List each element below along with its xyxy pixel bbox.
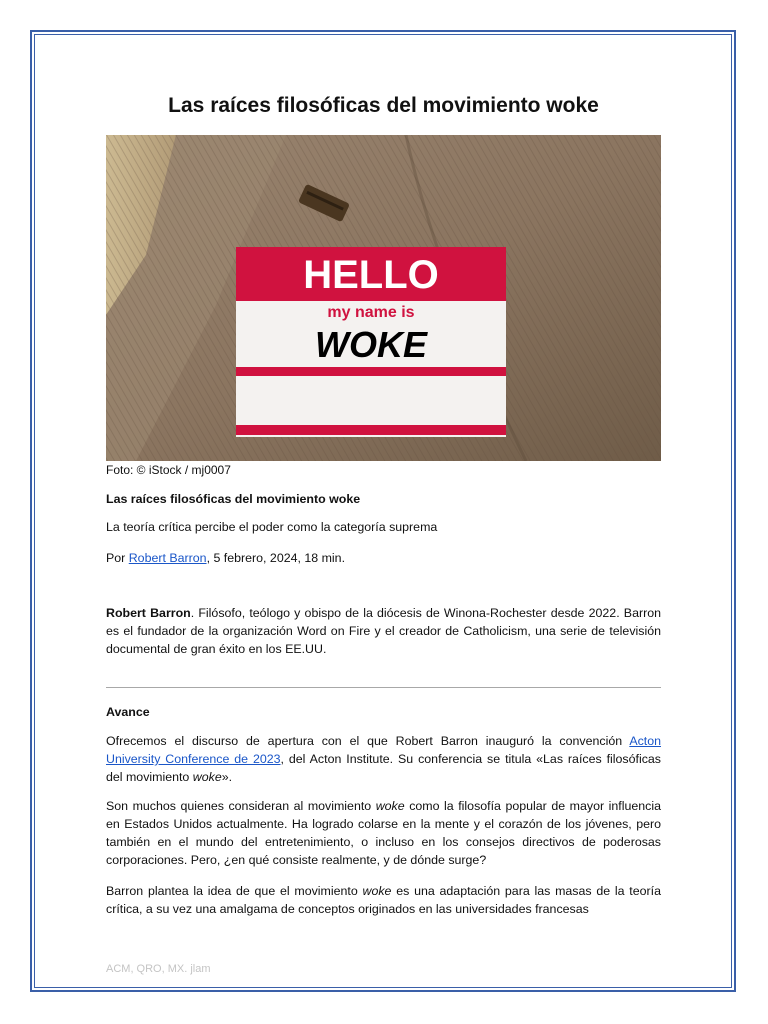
para1-text-a: Ofrecemos el discurso de apertura con el que Robert Barron inauguró la convención xyxy=(106,734,630,748)
article-title: Las raíces filosóficas del movimiento woke xyxy=(168,94,599,117)
name-tag-photo xyxy=(106,135,661,461)
author-link[interactable]: Robert Barron xyxy=(128,551,207,565)
para2-italic: woke xyxy=(375,799,405,813)
tag-myname: my name is xyxy=(327,304,415,321)
para3-text-b: es una adaptación para las masas de la teoría crítica, a su vez una amalgama de conceptos originados en las universidades francesas xyxy=(106,884,661,916)
byline xyxy=(106,549,661,567)
tag-hello: HELLO xyxy=(303,253,439,297)
page-footer: ACM, QRO, MX. jlam xyxy=(106,963,211,975)
paragraph-1 xyxy=(106,732,661,786)
para1-text-c: ». xyxy=(221,770,233,784)
byline-prefix: Por xyxy=(106,551,129,565)
acton-conference-link[interactable]: Acton University Conference de 2023 xyxy=(106,734,661,766)
article-lead: La teoría crítica percibe el poder como la categoría suprema xyxy=(106,520,438,534)
section-divider xyxy=(106,687,661,688)
byline-suffix: , 5 febrero, 2024, 18 min. xyxy=(206,551,346,565)
photo-caption: Foto: © iStock / mj0007 xyxy=(106,463,231,477)
para1-italic: woke xyxy=(192,770,222,784)
paragraph-2 xyxy=(106,797,661,869)
para3-italic: woke xyxy=(362,884,392,898)
article-photo xyxy=(106,135,661,461)
tag-name: WOKE xyxy=(315,324,427,365)
para2-text-b: como la filosofía popular de mayor influencia en Estados Unidos actualmente. Ha logrado colarse en la mente y el corazón de los jóvenes, pero también en el mundo del entretenimiento, o incluso en los consejos directivos de poderosas corporaciones. Pero, ¿en qué consiste realmente, y de dónde surge? xyxy=(106,799,661,867)
paragraph-3 xyxy=(106,882,661,918)
article-subtitle: Las raíces filosóficas del movimiento woke xyxy=(106,492,361,506)
bio-text: . Filósofo, teólogo y obispo de la diócesis de Winona-Rochester desde 2022. Barron es el fundador de la organización Word on Fire y el creador de Catholicism, una serie de televisión documental de gran éxito en los EE.UU. xyxy=(106,606,661,656)
bio-name: Robert Barron xyxy=(106,606,191,620)
author-bio xyxy=(106,604,661,658)
section-heading: Avance xyxy=(106,705,150,719)
para1-text-b: , del Acton Institute. Su conferencia se titula «Las raíces filosóficas del movimiento xyxy=(106,752,661,784)
para2-text-a: Son muchos quienes consideran al movimiento xyxy=(106,799,376,813)
para3-text-a: Barron plantea la idea de que el movimiento xyxy=(106,884,363,898)
